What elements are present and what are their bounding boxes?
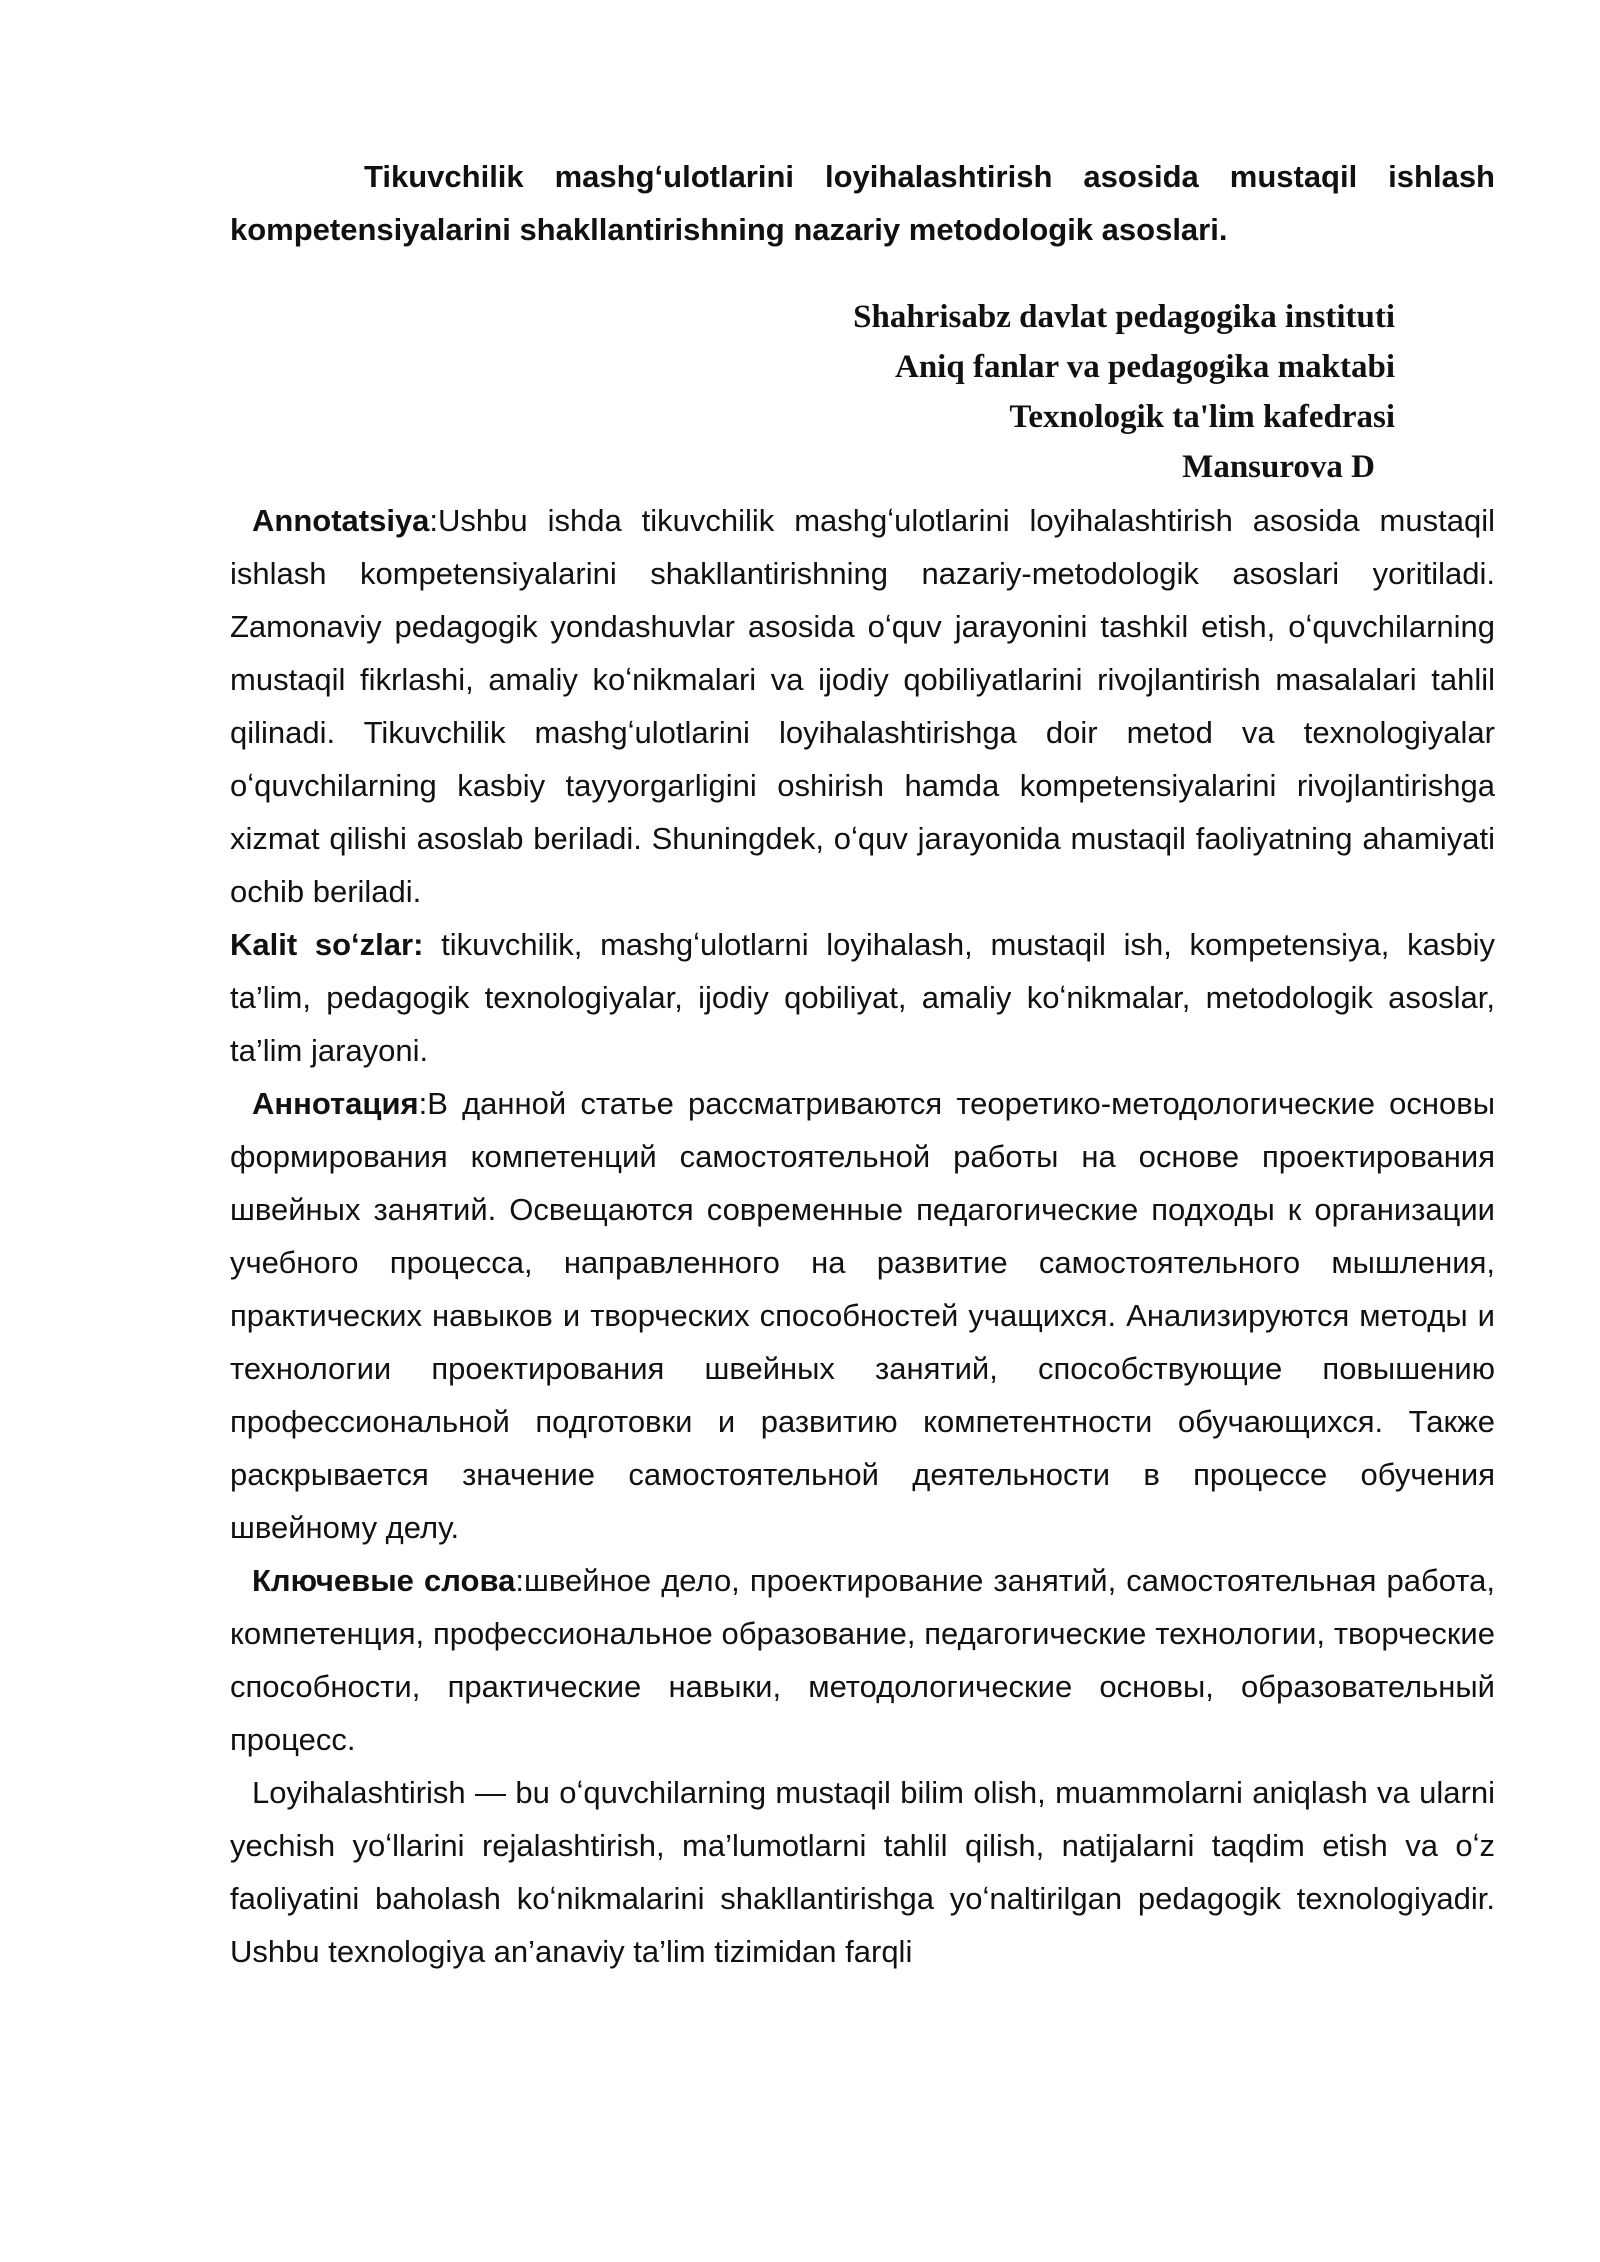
keywords-ru-label: Ключевые слова bbox=[252, 1563, 516, 1598]
institute-name: Shahrisabz davlat pedagogika instituti bbox=[853, 299, 1395, 335]
department-name: Texnologik ta'lim kafedrasi bbox=[1009, 399, 1395, 435]
author-name: Mansurova D bbox=[1182, 449, 1375, 485]
annotation-ru-label: Аннотация bbox=[252, 1086, 419, 1121]
article-title: Tikuvchilik mashgʻulotlarini loyihalashtirish asosida mustaqil ishlash kompetensiyalarini shakllantirishning nazariy metodologik asoslari. bbox=[230, 159, 1495, 247]
annotation-uz-text: :Ushbu ishda tikuvchilik mashgʻulotlarini loyihalashtirish asosida mustaqil ishlash kompetensiyalarini shakllantirishning nazariy-metodologik asoslari yoritiladi. Zamonaviy pedagogik yondashuvlar asosida oʻquv jarayonini tashkil etish, oʻquvchilarning mustaqil fikrlashi, amaliy koʻnikmalari va ijodiy qobiliyatlarini rivojlantirish masalalari tahlil qilinadi. Tikuvchilik mashgʻulotlarini loyihalashtirishga doir metod va texnologiyalar oʻquvchilarning kasbiy tayyorgarligini oshirish hamda kompetensiyalarini rivojlantirishga xizmat qilishi asoslab beriladi. Shuningdek, oʻquv jarayonida mustaqil faoliyatning ahamiyati ochib beriladi. bbox=[230, 503, 1495, 909]
keywords-uz-text: tikuvchilik, mashgʻulotlarni loyihalash, mustaqil ish, kompetensiya, kasbiy ta’lim, pedagogik texnologiyalar, ijodiy qobiliyat, amaliy koʻnikmalar, metodologik asoslar, ta’lim jarayoni. bbox=[230, 927, 1495, 1068]
annotation-uz bbox=[230, 494, 1495, 918]
annotation-ru bbox=[230, 1077, 1495, 1554]
keywords-uz bbox=[230, 918, 1495, 1077]
school-name: Aniq fanlar va pedagogika maktabi bbox=[895, 349, 1395, 385]
keywords-ru bbox=[230, 1554, 1495, 1766]
annotation-ru-text: :В данной статье рассматриваются теоретико-методологические основы формирования компетенций самостоятельной работы на основе проектирования швейных занятий. Освещаются современные педагогические подходы к организации учебного процесса, направленного на развитие самостоятельного мышления, практических навыков и творческих способностей учащихся. Анализируются методы и технологии проектирования швейных занятий, способствующие повышению профессиональной подготовки и развитию компетентности обучающихся. Также раскрывается значение самостоятельной деятельности в процессе обучения швейному делу. bbox=[230, 1086, 1495, 1545]
annotation-uz-label: Annotatsiya bbox=[252, 503, 430, 538]
author-affiliation bbox=[230, 292, 1495, 492]
keywords-ru-text: :швейное дело, проектирование занятий, самостоятельная работа, компетенция, профессиональное образование, педагогические технологии, творческие способности, практические навыки, методологические основы, образовательный процесс. bbox=[230, 1563, 1495, 1757]
document-page bbox=[230, 150, 1495, 1978]
body-paragraph: Loyihalashtirish — bu oʻquvchilarning mustaqil bilim olish, muammolarni aniqlash va ularni yechish yoʻllarini rejalashtirish, ma’lumotlarni tahlil qilish, natijalarni taqdim etish va oʻz faoliyatini baholash koʻnikmalarini shakllantirishga yoʻnaltirilgan pedagogik texnologiyadir. Ushbu texnologiya an’anaviy ta’lim tizimidan farqli bbox=[230, 1775, 1495, 1969]
keywords-uz-label: Kalit soʻzlar: bbox=[230, 927, 424, 962]
